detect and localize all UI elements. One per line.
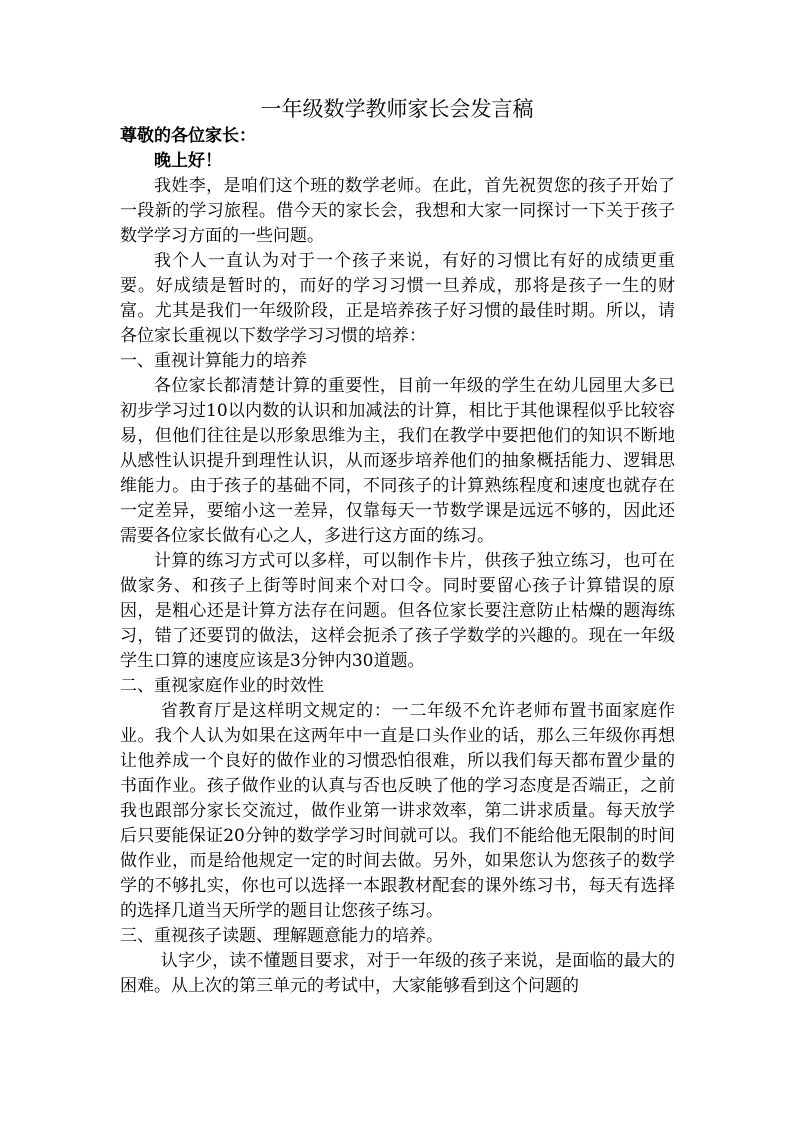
section-1-paragraph-2: 计算的练习方式可以多样，可以制作卡片，供孩子独立练习，也可在做家务、和孩子上街等时间来个对口令。同时要留心孩子计算错误的原因，是粗心还是计算方法存在问题。但各位家长要注意防止枯燥的题海练习，错了还要罚的做法，这样会扼杀了孩子学数学的兴趣的。现在一年级学生口算的速度应该是3分钟内30道题。: [120, 551, 675, 671]
document-body: [120, 124, 675, 999]
salutation: 尊敬的各位家长：: [120, 126, 256, 146]
greeting: 晚上好！: [154, 151, 222, 171]
section-1-heading: 一、重视计算能力的培养: [120, 351, 307, 371]
intro-paragraph-1: 我姓李，是咱们这个班的数学老师。在此，首先祝贺您的孩子开始了一段新的学习旅程。借今天的家长会，我想和大家一同探讨一下关于孩子数学学习方面的一些问题。: [120, 176, 675, 246]
section-3-heading: 三、重视孩子读题、理解题意能力的培养。: [120, 926, 443, 946]
section-2-heading: 二、重视家庭作业的时效性: [120, 676, 324, 696]
section-2-paragraph-1: 省教育厅是这样明文规定的：一二年级不允许老师布置书面家庭作业。我个人认为如果在这两年中一直是口头作业的话，那么三年级你再想让他养成一个良好的做作业的习惯恐怕很难，所以我们每天都布置少量的书面作业。孩子做作业的认真与否也反映了他的学习态度是否端正，之前我也跟部分家长交流过，做作业第一讲求效率，第二讲求质量。每天放学后只要能保证20分钟的数学学习时间就可以。我们不能给他无限制的时间做作业，而是给他规定一定的时间去做。另外，如果您认为您孩子的数学学的不够扎实，你也可以选择一本跟教材配套的课外练习书，每天有选择的选择几道当天所学的题目让您孩子练习。: [120, 701, 675, 921]
intro-paragraph-2: 我个人一直认为对于一个孩子来说，有好的习惯比有好的成绩更重要。好成绩是暂时的，而好的学习习惯一旦养成，那将是孩子一生的财富。尤其是我们一年级阶段，正是培养孩子好习惯的最佳时期。所以，请各位家长重视以下数学学习习惯的培养：: [120, 251, 675, 346]
section-1-paragraph-1: 各位家长都清楚计算的重要性，目前一年级的学生在幼儿园里大多已初步学习过10以内数的认识和加减法的计算，相比于其他课程似乎比较容易，但他们往往是以形象思维为主，我们在教学中要把他们的知识不断地从感性认识提升到理性认识，从而逐步培养他们的抽象概括能力、逻辑思维能力。由于孩子的基础不同，不同孩子的计算熟练程度和速度也就存在一定差异，要缩小这一差异，仅靠每天一节数学课是远远不够的，因此还需要各位家长做有心之人，多进行这方面的练习。: [120, 376, 675, 546]
section-3-paragraph-1: 认字少，读不懂题目要求，对于一年级的孩子来说，是面临的最大的困难。从上次的第三单元的考试中，大家能够看到这个问题的: [120, 951, 675, 996]
document-title: 一年级数学教师家长会发言稿: [260, 97, 534, 121]
